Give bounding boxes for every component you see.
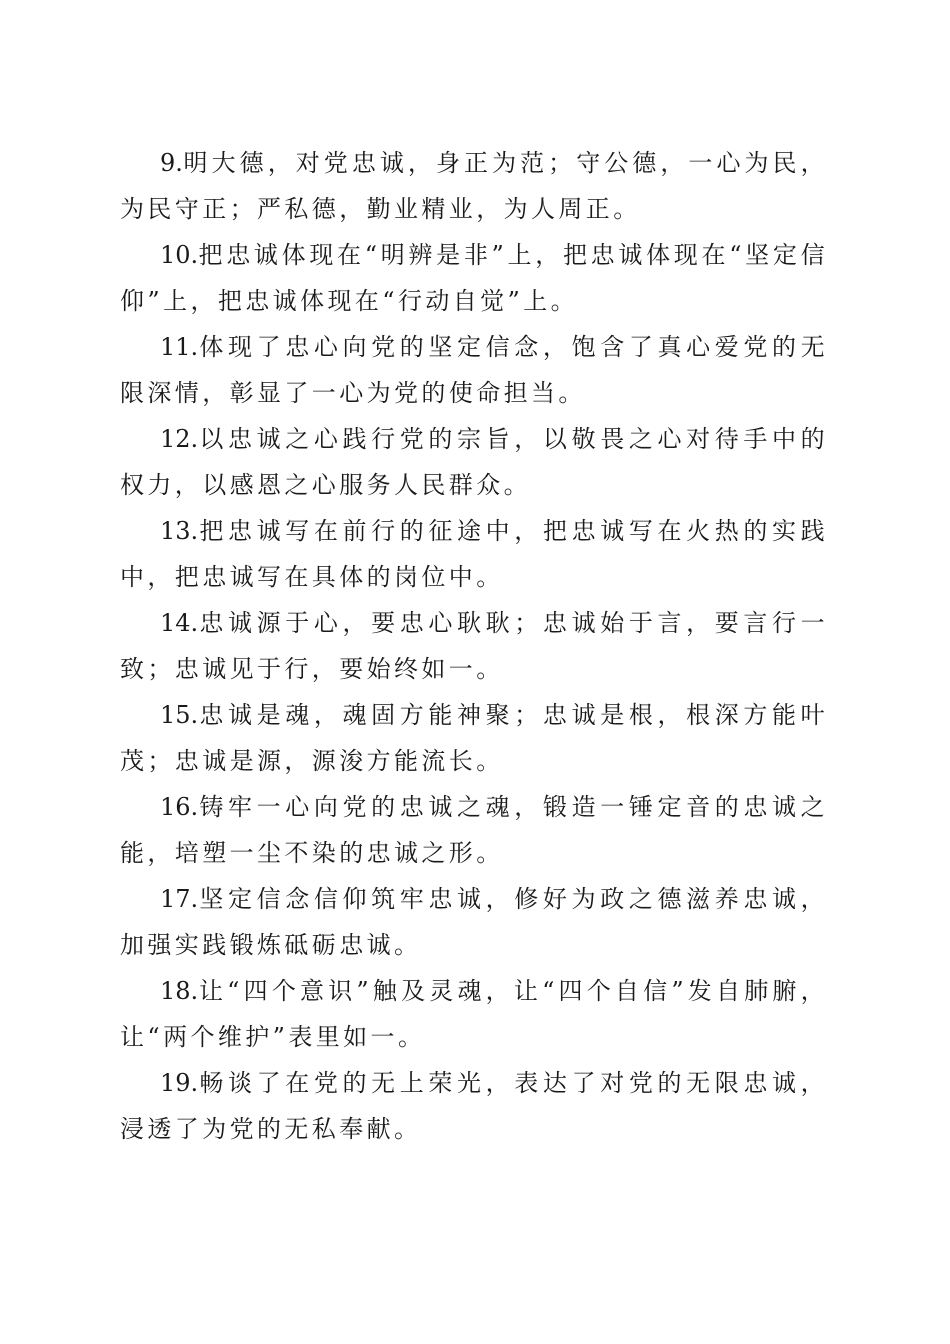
paragraph-number: 11. — [160, 333, 199, 361]
paragraph-text: 体现了忠心向党的坚定信念，饱含了真心爱党的无限深情，彰显了一心为党的使命担当。 — [120, 333, 828, 407]
paragraph-number: 12. — [160, 425, 199, 453]
paragraph-number: 19. — [160, 1069, 199, 1097]
paragraph-number: 13. — [160, 517, 199, 545]
paragraph-9 — [120, 140, 828, 232]
paragraph-18 — [120, 968, 828, 1060]
paragraph-number: 14. — [160, 609, 199, 637]
paragraph-text: 忠诚源于心，要忠心耿耿；忠诚始于言，要言行一致；忠诚见于行，要始终如一。 — [120, 609, 828, 683]
paragraph-14 — [120, 600, 828, 692]
paragraph-text: 畅谈了在党的无上荣光，表达了对党的无限忠诚，浸透了为党的无私奉献。 — [120, 1069, 828, 1143]
paragraph-text: 把忠诚写在前行的征途中，把忠诚写在火热的实践中，把忠诚写在具体的岗位中。 — [120, 517, 828, 591]
paragraph-number: 17. — [160, 885, 199, 913]
paragraph-number: 9. — [160, 149, 183, 177]
document-body — [120, 140, 828, 1152]
paragraph-text: 明大德，对党忠诚，身正为范；守公德，一心为民，为民守正；严私德，勤业精业，为人周正。 — [120, 149, 828, 223]
paragraph-12 — [120, 416, 828, 508]
paragraph-text: 把忠诚体现在“明辨是非”上，把忠诚体现在“坚定信仰”上，把忠诚体现在“行动自觉”上。 — [120, 241, 828, 315]
paragraph-17 — [120, 876, 828, 968]
paragraph-text: 坚定信念信仰筑牢忠诚，修好为政之德滋养忠诚，加强实践锻炼砥砺忠诚。 — [120, 885, 828, 959]
paragraph-number: 16. — [160, 793, 199, 821]
paragraph-number: 10. — [160, 241, 199, 269]
paragraph-number: 18. — [160, 977, 199, 1005]
paragraph-11 — [120, 324, 828, 416]
paragraph-number: 15. — [160, 701, 199, 729]
paragraph-15 — [120, 692, 828, 784]
paragraph-10 — [120, 232, 828, 324]
paragraph-text: 忠诚是魂，魂固方能神聚；忠诚是根，根深方能叶茂；忠诚是源，源浚方能流长。 — [120, 701, 828, 775]
paragraph-text: 铸牢一心向党的忠诚之魂，锻造一锤定音的忠诚之能，培塑一尘不染的忠诚之形。 — [120, 793, 828, 867]
paragraph-text: 以忠诚之心践行党的宗旨，以敬畏之心对待手中的权力，以感恩之心服务人民群众。 — [120, 425, 828, 499]
paragraph-19 — [120, 1060, 828, 1152]
paragraph-16 — [120, 784, 828, 876]
paragraph-text: 让“四个意识”触及灵魂，让“四个自信”发自肺腑，让“两个维护”表里如一。 — [120, 977, 828, 1051]
paragraph-13 — [120, 508, 828, 600]
